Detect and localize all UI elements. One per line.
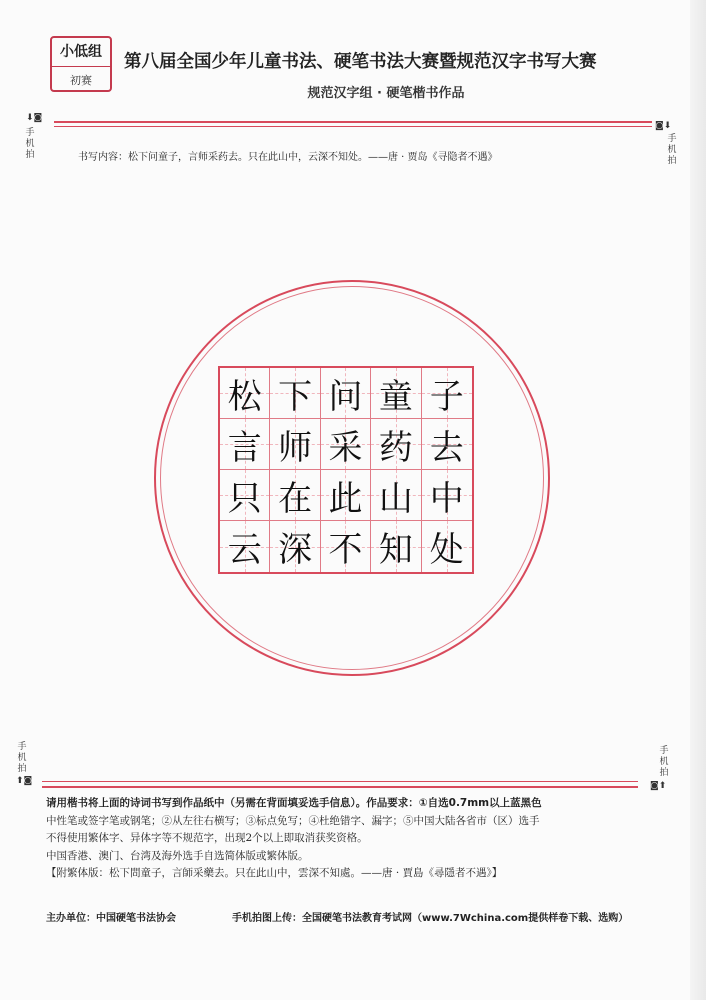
- camera-icon: ⬆◙: [16, 776, 33, 786]
- grid-cell: 师: [270, 419, 320, 470]
- top-rule: [54, 121, 652, 123]
- grid-cell: 童: [371, 368, 421, 419]
- grid-cell: 只: [220, 470, 270, 521]
- grid-cell: 下: [270, 368, 320, 419]
- requirements-line: 中性笔或签字笔或钢笔；②从左往右横写；③标点免写；④杜绝错字、漏字；⑤中国大陆各省市（区）选手: [46, 814, 540, 827]
- requirements-line: 请用楷书将上面的诗词书写到作品纸中（另需在背面填妥选手信息）。作品要求：①自选0.7mm以上蓝黑色: [46, 797, 542, 809]
- upload-info: 手机拍图上传：全国硬笔书法教育考试网（www.7Wchina.com提供样卷下载、选购）: [232, 913, 629, 924]
- grid-cell: 此: [321, 470, 371, 521]
- bottom-rule: [42, 786, 638, 788]
- group-label: 小低组: [60, 43, 102, 60]
- side-label-bottom-right: 手 机 拍: [659, 746, 669, 778]
- writing-content: 书写内容：松下问童子，言师采药去。只在此山中，云深不知处。——唐 · 贾岛《寻隐者不遇》: [78, 152, 498, 163]
- camera-icon: ◙⬆: [650, 781, 667, 791]
- grid-cell: 云: [220, 521, 270, 572]
- grid-cell: 知: [371, 521, 421, 572]
- bottom-rule-thin: [42, 781, 638, 782]
- organizer: 主办单位：中国硬笔书法协会: [46, 913, 176, 924]
- grid-cell: 去: [422, 419, 472, 470]
- grid-cell: 山: [371, 470, 421, 521]
- grid-cell: 松: [220, 368, 270, 419]
- grid-cell: 不: [321, 521, 371, 572]
- side-label-bottom-left: 手 机 拍: [17, 742, 27, 774]
- grid-cell: 深: [270, 521, 320, 572]
- camera-icon: ◙⬇: [655, 121, 672, 131]
- side-label-top-right: 手 机 拍: [667, 134, 677, 166]
- grid-cell: 处: [422, 521, 472, 572]
- page-edge-shadow: [690, 0, 706, 1000]
- grid-cell: 中: [422, 470, 472, 521]
- grid-cell: 言: [220, 419, 270, 470]
- grid-cell: 药: [371, 419, 421, 470]
- page-subtitle: 规范汉字组 · 硬笔楷书作品: [307, 86, 465, 101]
- grid-cell: 在: [270, 470, 320, 521]
- side-label-top-left: 手 机 拍: [25, 128, 35, 160]
- group-badge: [50, 36, 112, 92]
- top-rule-thin: [54, 126, 652, 127]
- grid-cell: 问: [321, 368, 371, 419]
- requirements-line: 不得使用繁体字、异体字等不规范字，出现2个以上即取消获奖资格。: [46, 832, 368, 844]
- group-divider: [52, 66, 110, 67]
- requirements-block: [46, 795, 666, 883]
- grid-cell: 采: [321, 419, 371, 470]
- grid-cell: 子: [422, 368, 472, 419]
- camera-icon: ⬇◙: [26, 113, 43, 123]
- page-title: 第八届全国少年儿童书法、硬笔书法大赛暨规范汉字书写大赛: [124, 52, 597, 72]
- requirements-line: 中国香港、澳门、台湾及海外选手自选简体版或繁体版。: [46, 849, 309, 862]
- round-label: 初赛: [70, 73, 92, 87]
- traditional-version: 【附繁体版：松下問童子，言師采藥去。只在此山中，雲深不知處。——唐 · 賈島《尋隱者不遇》】: [46, 867, 503, 879]
- character-grid: [218, 366, 474, 574]
